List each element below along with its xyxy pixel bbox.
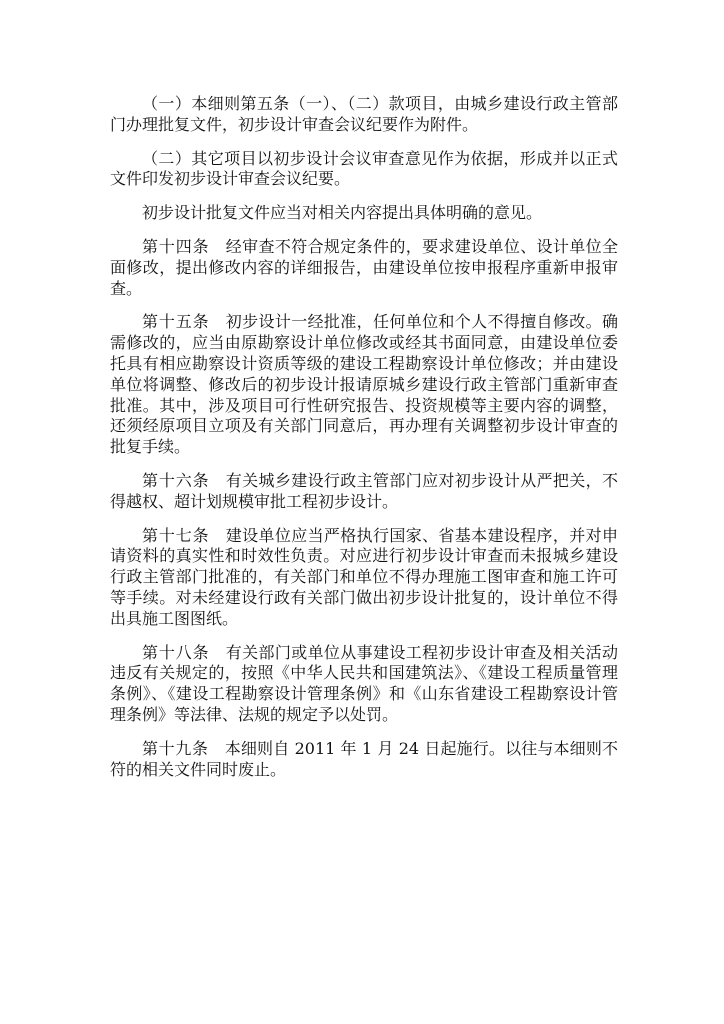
article-17: [110, 526, 618, 630]
article-number: 第十八条: [142, 642, 210, 662]
article-text: 本细则自 2011 年 1 月 24 日起施行。以往与本细则不符的相关文件同时废止。: [110, 738, 618, 779]
article-text: 经审查不符合规定条件的，要求建设单位、设计单位全面修改，提出修改内容的详细报告，由建设单位按申报程序重新申报审查。: [110, 236, 618, 298]
article-text: 有关城乡建设行政主管部门应对初步设计从严把关，不得越权、超计划规模审批工程初步设计。: [110, 470, 618, 511]
article-number: 第十六条: [142, 470, 210, 490]
article-15: [110, 312, 618, 458]
paragraph-item-3: [110, 203, 618, 224]
article-number: 第十四条: [142, 236, 210, 256]
article-text: 建设单位应当严格执行国家、省基本建设程序，并对申请资料的真实性和时效性负责。对应进行初步设计审查而未报城乡建设行政主管部门批准的，有关部门和单位不得办理施工图审查和施工许可等手续。对未经建设行政有关部门做出初步设计批复的，设计单位不得出具施工图图纸。: [110, 525, 618, 628]
article-16: [110, 471, 618, 513]
article-number: 第十五条: [142, 312, 210, 332]
article-text: 有关部门或单位从事建设工程初步设计审查及相关活动违反有关规定的，按照《中华人民共和国建筑法》、《建设工程质量管理条例》、《建设工程勘察设计管理条例》和《山东省建设工程勘察设计管理条例》等法律、法规的规定予以处罚。: [110, 642, 618, 724]
paragraph-item-2: [110, 149, 618, 191]
article-text: 初步设计一经批准，任何单位和个人不得擅自修改。确需修改的，应当由原勘察设计单位修改或经其书面同意，由建设单位委托具有相应勘察设计资质等级的建设工程勘察设计单位修改；并由建设单位将调整、修改后的初步设计报请原城乡建设行政主管部门重新审查批准。其中，涉及项目可行性研究报告、投资规模等主要内容的调整，还须经原项目立项及有关部门同意后，再办理有关调整初步设计审查的批复手续。: [110, 312, 618, 457]
article-18: [110, 643, 618, 726]
article-14: [110, 237, 618, 299]
paragraph-text: （二）其它项目以初步设计会议审查意见作为依据，形成并以正式文件印发初步设计审查会议纪要。: [110, 148, 618, 189]
paragraph-text: 初步设计批复文件应当对相关内容提出具体明确的意见。: [142, 203, 543, 223]
paragraph-item-1: [110, 94, 618, 136]
paragraph-text: （一）本细则第五条（一）、（二）款项目，由城乡建设行政主管部门办理批复文件，初步设计审查会议纪要作为附件。: [110, 94, 618, 134]
article-19: [110, 739, 618, 781]
article-number: 第十九条: [142, 738, 209, 758]
document-page: [110, 94, 618, 793]
article-number: 第十七条: [142, 525, 210, 545]
